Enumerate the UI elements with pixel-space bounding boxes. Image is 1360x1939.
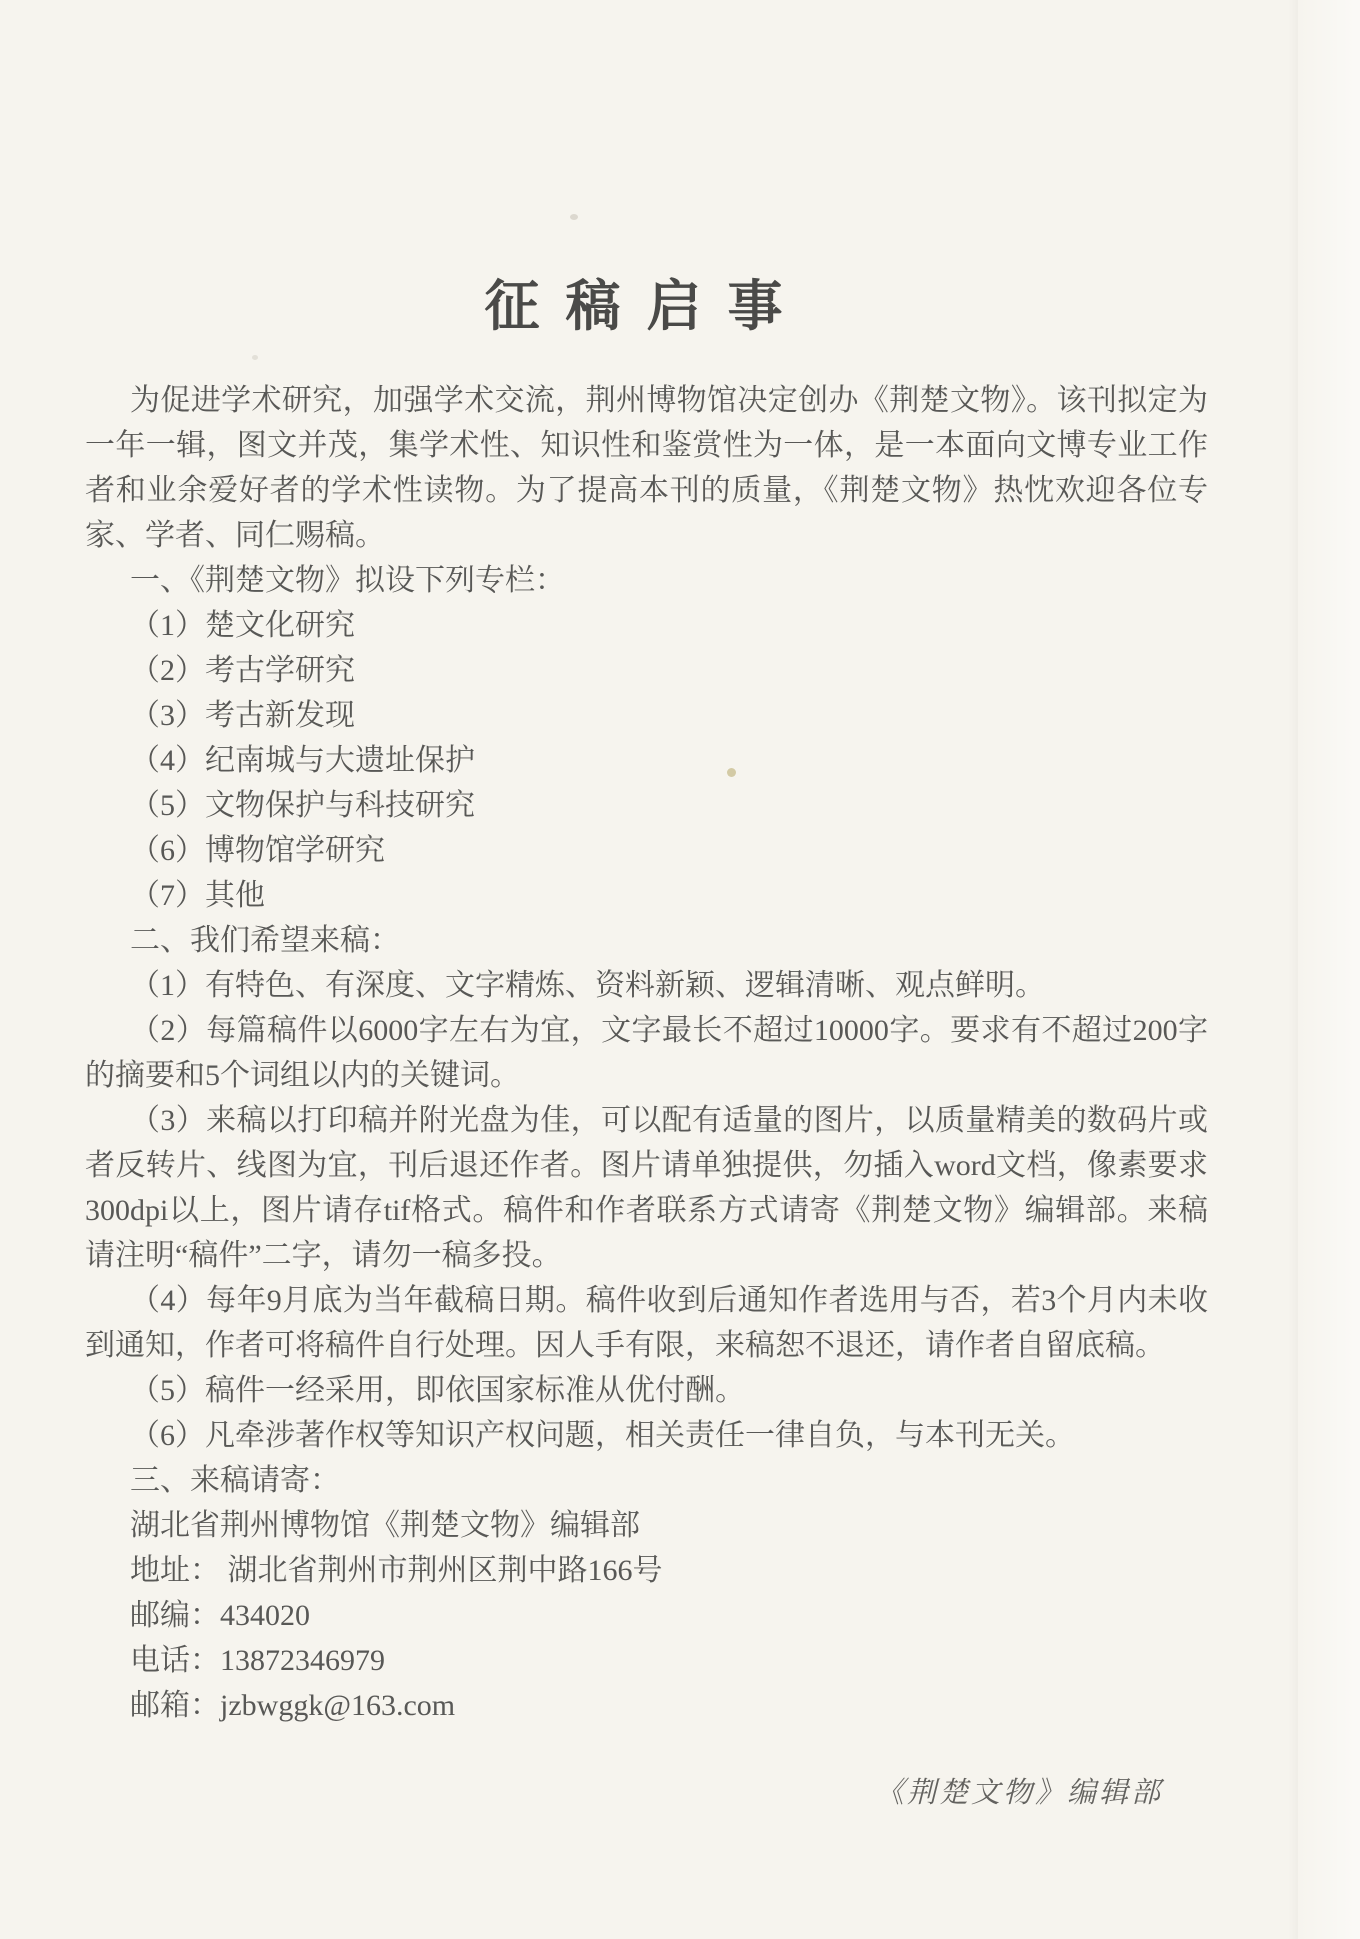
- contact-address: 地址： 湖北省荆州市荆州区荆中路166号: [130, 1554, 663, 1587]
- signature: 《荆楚文物》编辑部: [874, 1777, 1163, 1809]
- section-2-item: （3）来稿以打印稿并附光盘为佳，可以配有适量的图片，以质量精美的数码片或者反转片、线图为宜，刊后退还作者。图片请单独提供，勿插入word文档，像素要求300dpi以上，图片请存tif格式。稿件和作者联系方式请寄《荆楚文物》编辑部。来稿请注明“稿件”二字，请勿一稿多投。: [85, 1104, 1208, 1272]
- section-1-item: （5）文物保护与科技研究: [130, 789, 475, 822]
- section-1-item: （4）纪南城与大遗址保护: [130, 744, 475, 777]
- section-1-heading: 一、《荆楚文物》拟设下列专栏：: [130, 564, 565, 597]
- document-body: [85, 378, 1208, 1728]
- intro-paragraph: 为促进学术研究，加强学术交流，荆州博物馆决定创办《荆楚文物》。该刊拟定为一年一辑，图文并茂，集学术性、知识性和鉴赏性为一体，是一本面向文博专业工作者和业余爱好者的学术性读物。为了提高本刊的质量，《荆楚文物》热忱欢迎各位专家、学者、同仁赐稿。: [85, 384, 1208, 552]
- page-edge-seam: [1288, 0, 1298, 1939]
- page-title: 征稿启事: [484, 276, 809, 337]
- section-3-heading: 三、来稿请寄：: [130, 1464, 340, 1497]
- section-2-heading: 二、我们希望来稿：: [130, 924, 400, 957]
- section-1-item: （2）考古学研究: [130, 654, 355, 687]
- contact-phone: 电话：13872346979: [130, 1644, 385, 1677]
- section-2-item: （2）每篇稿件以6000字左右为宜，文字最长不超过10000字。要求有不超过200字的摘要和5个词组以内的关键词。: [85, 1014, 1208, 1092]
- scan-speck: [570, 214, 578, 220]
- page-edge-highlight: [1296, 0, 1360, 1939]
- section-2-item: （4）每年9月底为当年截稿日期。稿件收到后通知作者选用与否，若3个月内未收到通知，作者可将稿件自行处理。因人手有限，来稿恕不退还，请作者自留底稿。: [85, 1284, 1208, 1362]
- section-1-item: （3）考古新发现: [130, 699, 355, 732]
- contact-postcode: 邮编：434020: [130, 1599, 310, 1632]
- section-2-item: （6）凡牵涉著作权等知识产权问题，相关责任一律自负，与本刊无关。: [130, 1419, 1075, 1452]
- contact-email: 邮箱：jzbwggk@163.com: [130, 1689, 456, 1722]
- section-1-item: （1）楚文化研究: [130, 609, 355, 642]
- contact-editorial-office: 湖北省荆州博物馆《荆楚文物》编辑部: [130, 1509, 640, 1542]
- section-2-item: （5）稿件一经采用，即依国家标准从优付酬。: [130, 1374, 745, 1407]
- scan-speck: [252, 355, 258, 360]
- section-1-item: （7）其他: [130, 879, 265, 912]
- section-2-item: （1）有特色、有深度、文字精炼、资料新颖、逻辑清晰、观点鲜明。: [130, 969, 1045, 1002]
- section-1-item: （6）博物馆学研究: [130, 834, 385, 867]
